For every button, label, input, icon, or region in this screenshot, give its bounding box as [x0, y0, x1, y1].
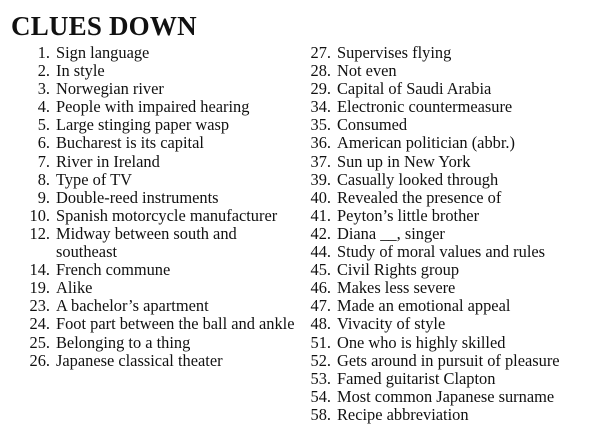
clue-item	[21, 334, 301, 352]
clue-item	[305, 243, 605, 261]
clue-text: Large stinging paper wasp	[56, 115, 230, 135]
clue-text: Makes less severe	[337, 278, 456, 298]
clue-number: 27.	[310, 43, 331, 62]
clue-item	[305, 134, 605, 152]
clue-number: 5.	[37, 115, 50, 135]
clue-item	[21, 62, 301, 80]
clue-number: 10.	[29, 205, 50, 225]
clue-item	[21, 134, 301, 152]
clue-text: Recipe abbreviation	[337, 404, 469, 424]
clue-number: 52.	[310, 350, 331, 370]
clue-text: Revealed the presence of	[337, 187, 502, 207]
clue-text: Bucharest is its capital	[56, 133, 204, 153]
clue-item	[21, 297, 301, 315]
clues-left-column	[21, 44, 301, 370]
clue-number: 8.	[37, 169, 50, 189]
clue-item	[305, 406, 605, 424]
clue-text: A bachelor’s apartment	[56, 296, 209, 316]
clue-item	[305, 279, 605, 297]
clue-text: Most common Japanese surname	[337, 386, 555, 406]
clue-number: 51.	[310, 332, 331, 352]
clue-text: Type of TV	[56, 169, 132, 189]
page-title: CLUES DOWN	[11, 11, 197, 41]
clue-item	[305, 189, 605, 207]
clue-text: French commune	[56, 260, 171, 280]
clue-item	[21, 225, 301, 261]
clue-text: Japanese classical theater	[56, 350, 223, 370]
clue-item	[305, 116, 605, 134]
clue-text: Famed guitarist Clapton	[337, 368, 496, 388]
clue-text: Sign language	[56, 43, 150, 62]
clue-text: Norwegian river	[56, 79, 164, 99]
clue-item	[305, 388, 605, 406]
clue-number: 39.	[310, 169, 331, 189]
clue-number: 24.	[29, 314, 50, 334]
clue-number: 42.	[310, 223, 331, 243]
clue-number: 26.	[29, 350, 50, 370]
clue-item	[305, 62, 605, 80]
clue-text: People with impaired hearing	[56, 97, 250, 117]
clue-item	[305, 98, 605, 116]
clue-item	[305, 334, 605, 352]
clue-item	[21, 116, 301, 134]
clue-text: Diana __, singer	[337, 223, 445, 243]
clue-text: Foot part between the ball and ankle	[56, 314, 295, 334]
clue-text: Belonging to a thing	[56, 332, 191, 352]
clue-text: One who is highly skilled	[337, 332, 506, 352]
clue-text: Made an emotional appeal	[337, 296, 511, 316]
clue-number: 36.	[310, 133, 331, 153]
clue-item	[21, 352, 301, 370]
clue-item	[305, 207, 605, 225]
clue-item	[21, 44, 301, 62]
clue-number: 9.	[37, 187, 50, 207]
clue-text: Peyton’s little brother	[337, 205, 480, 225]
clue-number: 25.	[29, 332, 50, 352]
clue-item	[305, 315, 605, 333]
clue-number: 1.	[37, 43, 50, 62]
clue-number: 3.	[37, 79, 50, 99]
clue-number: 23.	[29, 296, 50, 316]
clue-number: 28.	[310, 61, 331, 81]
clue-number: 7.	[37, 151, 50, 171]
clue-item	[305, 352, 605, 370]
clue-item	[21, 98, 301, 116]
clue-item	[305, 171, 605, 189]
clue-text: Casually looked through	[337, 169, 499, 189]
clue-item	[305, 370, 605, 388]
clue-item	[21, 171, 301, 189]
clue-item	[21, 207, 301, 225]
clue-number: 35.	[310, 115, 331, 135]
clue-number: 40.	[310, 187, 331, 207]
clue-number: 2.	[37, 61, 50, 81]
clue-item	[305, 261, 605, 279]
clue-text: Midway between south and southeast	[56, 223, 237, 262]
clue-number: 48.	[310, 314, 331, 334]
clue-item	[21, 80, 301, 98]
clue-text: Spanish motorcycle manufacturer	[56, 205, 278, 225]
clue-number: 4.	[37, 97, 50, 117]
clue-number: 6.	[37, 133, 50, 153]
clue-number: 34.	[310, 97, 331, 117]
clue-text: Sun up in New York	[337, 151, 471, 171]
clue-number: 12.	[29, 223, 50, 243]
clue-number: 45.	[310, 260, 331, 280]
clue-item	[305, 44, 605, 62]
clue-number: 53.	[310, 368, 331, 388]
clue-text: Electronic countermeasure	[337, 97, 513, 117]
clue-text: Not even	[337, 61, 397, 81]
clue-text: Civil Rights group	[337, 260, 460, 280]
clue-item	[305, 297, 605, 315]
clue-item	[305, 80, 605, 98]
clue-item	[21, 315, 301, 333]
clue-number: 29.	[310, 79, 331, 99]
clue-text: American politician (abbr.)	[337, 133, 515, 153]
clue-text: Gets around in pursuit of pleasure	[337, 350, 560, 370]
clue-text: Consumed	[337, 115, 408, 135]
clue-number: 19.	[29, 278, 50, 298]
clue-number: 37.	[310, 151, 331, 171]
clue-number: 58.	[310, 404, 331, 424]
clue-number: 14.	[29, 260, 50, 280]
clue-number: 54.	[310, 386, 331, 406]
clue-text: Study of moral values and rules	[337, 242, 546, 262]
clue-text: Supervises flying	[337, 43, 452, 62]
clue-text: River in Ireland	[56, 151, 160, 171]
clue-text: Alike	[56, 278, 93, 298]
clue-item	[21, 279, 301, 297]
clue-number: 41.	[310, 205, 331, 225]
clue-number: 44.	[310, 242, 331, 262]
clue-item	[21, 189, 301, 207]
clue-number: 46.	[310, 278, 331, 298]
clue-text: Vivacity of style	[337, 314, 446, 334]
clue-number: 47.	[310, 296, 331, 316]
clue-item	[21, 261, 301, 279]
clue-text: In style	[56, 61, 105, 81]
clue-text: Capital of Saudi Arabia	[337, 79, 492, 99]
clue-item	[21, 153, 301, 171]
clue-item	[305, 225, 605, 243]
clues-right-column	[305, 44, 605, 424]
clue-item	[305, 153, 605, 171]
clue-text: Double-reed instruments	[56, 187, 219, 207]
